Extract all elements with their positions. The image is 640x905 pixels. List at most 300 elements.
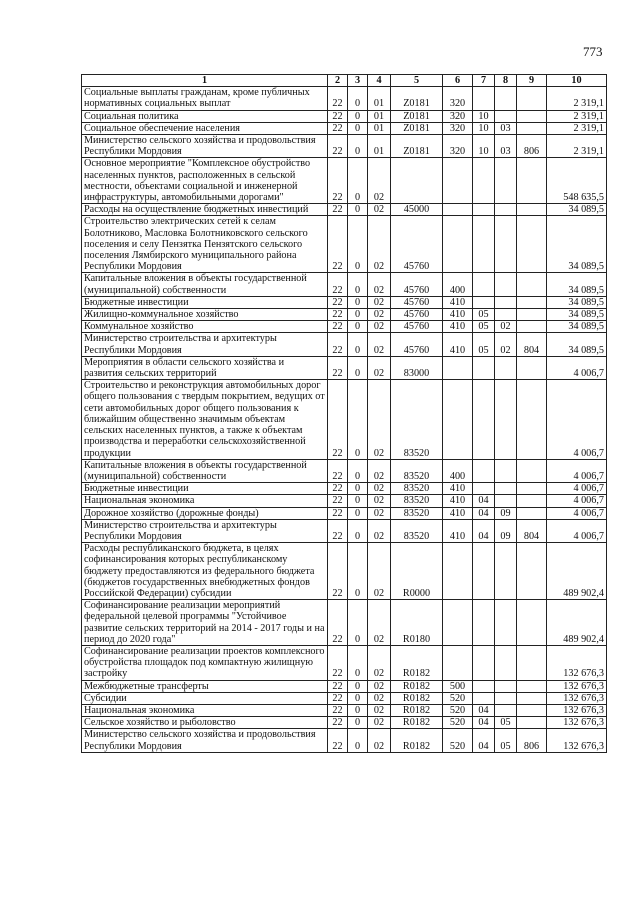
row-name: Министерство строительства и архитектуры Республики Мордовия (82, 333, 328, 356)
cell-col2: 22 (328, 204, 348, 216)
cell-col7 (473, 87, 495, 110)
cell-amount: 132 676,3 (547, 645, 607, 680)
cell-col4: 01 (368, 110, 391, 122)
row-name: Социальные выплаты гражданам, кроме публичных нормативных социальных выплат (82, 87, 328, 110)
cell-amount: 34 089,5 (547, 204, 607, 216)
cell-col6: 410 (443, 507, 473, 519)
cell-col7 (473, 356, 495, 379)
cell-col5: R0182 (391, 704, 443, 716)
cell-col7: 05 (473, 309, 495, 321)
cell-col7 (473, 459, 495, 482)
cell-col2: 22 (328, 158, 348, 204)
cell-col8 (495, 204, 517, 216)
cell-col2: 22 (328, 309, 348, 321)
cell-col5: Z0181 (391, 135, 443, 158)
cell-col6 (443, 600, 473, 646)
cell-col2: 22 (328, 321, 348, 333)
cell-col7: 10 (473, 122, 495, 134)
table-row (82, 717, 607, 729)
row-name: Софинансирование реализации проектов комплексного обустройства площадок под компактную жилищную застройку (82, 645, 328, 680)
table-row (82, 296, 607, 308)
cell-col5: 83000 (391, 356, 443, 379)
cell-col6: 410 (443, 483, 473, 495)
cell-amount: 489 902,4 (547, 600, 607, 646)
column-header: 5 (391, 75, 443, 87)
cell-col2: 22 (328, 135, 348, 158)
cell-col3: 0 (348, 110, 368, 122)
cell-col5: 45760 (391, 333, 443, 356)
cell-col3: 0 (348, 204, 368, 216)
table-row (82, 543, 607, 600)
cell-col9 (517, 87, 547, 110)
cell-amount: 132 676,3 (547, 680, 607, 692)
cell-col2: 22 (328, 600, 348, 646)
cell-col2: 22 (328, 729, 348, 752)
cell-col3: 0 (348, 507, 368, 519)
cell-col4: 01 (368, 122, 391, 134)
cell-col6: 320 (443, 110, 473, 122)
cell-col9 (517, 645, 547, 680)
row-name: Жилищно-коммунальное хозяйство (82, 309, 328, 321)
cell-col7 (473, 600, 495, 646)
row-name: Расходы на осуществление бюджетных инвестиций (82, 204, 328, 216)
cell-col3: 0 (348, 296, 368, 308)
row-name: Расходы республиканского бюджета, в целях софинансирования которых республиканскому бюджету предоставляются из федерального бюджета (бюджетов государственных внебюджетных фондов Российской Федерации) субсидии (82, 543, 328, 600)
cell-amount: 34 089,5 (547, 216, 607, 273)
cell-col7: 04 (473, 495, 495, 507)
table-row (82, 158, 607, 204)
cell-col7 (473, 543, 495, 600)
cell-col3: 0 (348, 122, 368, 134)
cell-col6 (443, 356, 473, 379)
cell-col8 (495, 600, 517, 646)
table-row (82, 495, 607, 507)
column-header: 8 (495, 75, 517, 87)
cell-col7 (473, 692, 495, 704)
cell-col6: 320 (443, 135, 473, 158)
cell-col5: 45760 (391, 296, 443, 308)
cell-col2: 22 (328, 273, 348, 296)
cell-col9 (517, 692, 547, 704)
cell-amount: 2 319,1 (547, 110, 607, 122)
cell-amount: 34 089,5 (547, 273, 607, 296)
cell-amount: 2 319,1 (547, 122, 607, 134)
column-header: 6 (443, 75, 473, 87)
cell-col9 (517, 204, 547, 216)
cell-col3: 0 (348, 717, 368, 729)
cell-col4: 02 (368, 459, 391, 482)
row-name: Строительство электрических сетей к селам Болотниково, Масловка Болотниковского сельского поселения и селу Пензятка Пензятского сельского поселения Лямбирского муниципального района Республики Мордовия (82, 216, 328, 273)
cell-col5: 83520 (391, 459, 443, 482)
page-number: 773 (583, 44, 603, 59)
cell-col8 (495, 216, 517, 273)
cell-col7 (473, 483, 495, 495)
cell-col4: 02 (368, 729, 391, 752)
cell-col4: 02 (368, 483, 391, 495)
cell-col8 (495, 87, 517, 110)
cell-col7 (473, 645, 495, 680)
cell-col7 (473, 380, 495, 459)
cell-col2: 22 (328, 507, 348, 519)
cell-col5: 83520 (391, 495, 443, 507)
cell-col6: 520 (443, 717, 473, 729)
row-name: Строительство и реконструкция автомобильных дорог общего пользования с твердым покрытием, ведущих от сети автомобильных дорог общего пользования к ближайшим общественно значимым объектам сельских населенных пунктов, а также к объектам производства и переработки сельскохозяйственной продукции (82, 380, 328, 459)
cell-col8: 02 (495, 333, 517, 356)
cell-col5: 45000 (391, 204, 443, 216)
row-name: Министерство строительства и архитектуры Республики Мордовия (82, 519, 328, 542)
cell-col6: 410 (443, 519, 473, 542)
cell-col8 (495, 273, 517, 296)
cell-col9 (517, 600, 547, 646)
cell-col5: R0182 (391, 729, 443, 752)
cell-col9 (517, 380, 547, 459)
column-header: 3 (348, 75, 368, 87)
cell-amount: 489 902,4 (547, 543, 607, 600)
cell-col6: 520 (443, 704, 473, 716)
column-header: 1 (82, 75, 328, 87)
cell-col9 (517, 309, 547, 321)
cell-col9 (517, 158, 547, 204)
row-name: Социальное обеспечение населения (82, 122, 328, 134)
row-name: Министерство сельского хозяйства и продовольствия Республики Мордовия (82, 135, 328, 158)
cell-col2: 22 (328, 645, 348, 680)
table-row (82, 122, 607, 134)
cell-col6 (443, 216, 473, 273)
table-row (82, 135, 607, 158)
cell-col4: 02 (368, 680, 391, 692)
cell-col2: 22 (328, 296, 348, 308)
cell-col6 (443, 543, 473, 600)
cell-amount: 132 676,3 (547, 729, 607, 752)
cell-amount: 4 006,7 (547, 459, 607, 482)
cell-col5: R0182 (391, 717, 443, 729)
cell-col3: 0 (348, 380, 368, 459)
cell-col7: 04 (473, 717, 495, 729)
row-name: Основное мероприятие "Комплексное обустройство населенных пунктов, расположенных в сельской местности, объектами социальной и инженерной инфраструктуры, автомобильными дорогами" (82, 158, 328, 204)
cell-col5: R0182 (391, 692, 443, 704)
row-name: Капитальные вложения в объекты государственной (муниципальной) собственности (82, 273, 328, 296)
cell-col6 (443, 380, 473, 459)
cell-col4: 02 (368, 495, 391, 507)
cell-col6: 520 (443, 729, 473, 752)
cell-col9 (517, 110, 547, 122)
cell-col4: 02 (368, 692, 391, 704)
cell-amount: 548 635,5 (547, 158, 607, 204)
cell-amount: 4 006,7 (547, 507, 607, 519)
cell-col9 (517, 296, 547, 308)
cell-col9 (517, 680, 547, 692)
cell-col9 (517, 543, 547, 600)
cell-col4: 01 (368, 135, 391, 158)
table-row (82, 216, 607, 273)
cell-col8 (495, 483, 517, 495)
table-row (82, 507, 607, 519)
cell-col8 (495, 459, 517, 482)
cell-col4: 01 (368, 87, 391, 110)
cell-col8 (495, 704, 517, 716)
cell-col2: 22 (328, 459, 348, 482)
cell-amount: 34 089,5 (547, 333, 607, 356)
cell-col5: R0182 (391, 645, 443, 680)
cell-col2: 22 (328, 110, 348, 122)
column-header: 10 (547, 75, 607, 87)
cell-col7 (473, 680, 495, 692)
cell-col2: 22 (328, 704, 348, 716)
cell-col6 (443, 158, 473, 204)
cell-col6: 410 (443, 495, 473, 507)
cell-col4: 02 (368, 519, 391, 542)
cell-col6: 500 (443, 680, 473, 692)
cell-col9 (517, 483, 547, 495)
table-row (82, 483, 607, 495)
cell-amount: 4 006,7 (547, 356, 607, 379)
budget-table (81, 74, 607, 753)
cell-col7: 10 (473, 135, 495, 158)
cell-col4: 02 (368, 273, 391, 296)
row-name: Национальная экономика (82, 704, 328, 716)
cell-col5: R0180 (391, 600, 443, 646)
cell-col5 (391, 158, 443, 204)
cell-amount: 34 089,5 (547, 321, 607, 333)
cell-col3: 0 (348, 704, 368, 716)
cell-col7: 04 (473, 729, 495, 752)
cell-col2: 22 (328, 495, 348, 507)
cell-col2: 22 (328, 543, 348, 600)
cell-col6: 400 (443, 273, 473, 296)
cell-col5: 45760 (391, 309, 443, 321)
cell-col3: 0 (348, 356, 368, 379)
cell-col9: 804 (517, 519, 547, 542)
table-body (82, 87, 607, 753)
cell-col5: Z0181 (391, 122, 443, 134)
row-name: Капитальные вложения в объекты государственной (муниципальной) собственности (82, 459, 328, 482)
cell-col5: 45760 (391, 273, 443, 296)
cell-amount: 132 676,3 (547, 717, 607, 729)
table-row (82, 110, 607, 122)
cell-col2: 22 (328, 333, 348, 356)
cell-amount: 34 089,5 (547, 296, 607, 308)
cell-col6: 410 (443, 296, 473, 308)
cell-col5: Z0181 (391, 87, 443, 110)
row-name: Национальная экономика (82, 495, 328, 507)
cell-col3: 0 (348, 680, 368, 692)
cell-col6: 520 (443, 692, 473, 704)
cell-amount: 4 006,7 (547, 519, 607, 542)
table-row (82, 692, 607, 704)
cell-col7: 05 (473, 333, 495, 356)
cell-col5: Z0181 (391, 110, 443, 122)
cell-col3: 0 (348, 543, 368, 600)
cell-col8 (495, 356, 517, 379)
cell-col7: 05 (473, 321, 495, 333)
column-header: 2 (328, 75, 348, 87)
row-name: Сельское хозяйство и рыболовство (82, 717, 328, 729)
cell-amount: 2 319,1 (547, 135, 607, 158)
row-name: Министерство сельского хозяйства и продовольствия Республики Мордовия (82, 729, 328, 752)
cell-col9 (517, 459, 547, 482)
cell-col4: 02 (368, 216, 391, 273)
cell-col3: 0 (348, 309, 368, 321)
cell-col9 (517, 273, 547, 296)
cell-col3: 0 (348, 645, 368, 680)
cell-col6: 410 (443, 333, 473, 356)
cell-col9 (517, 356, 547, 379)
cell-col7: 04 (473, 704, 495, 716)
cell-col8 (495, 543, 517, 600)
cell-col7 (473, 158, 495, 204)
column-header: 9 (517, 75, 547, 87)
cell-col2: 22 (328, 122, 348, 134)
cell-col7 (473, 273, 495, 296)
cell-col2: 22 (328, 519, 348, 542)
cell-col6 (443, 645, 473, 680)
cell-col6 (443, 204, 473, 216)
cell-amount: 4 006,7 (547, 483, 607, 495)
table-row (82, 87, 607, 110)
cell-col3: 0 (348, 135, 368, 158)
cell-col5: R0182 (391, 680, 443, 692)
table-row (82, 309, 607, 321)
cell-col7: 04 (473, 519, 495, 542)
cell-col9: 806 (517, 135, 547, 158)
cell-col4: 02 (368, 296, 391, 308)
cell-col8: 05 (495, 717, 517, 729)
cell-amount: 2 319,1 (547, 87, 607, 110)
row-name: Межбюджетные трансферты (82, 680, 328, 692)
cell-col4: 02 (368, 204, 391, 216)
table-row (82, 459, 607, 482)
cell-col6: 400 (443, 459, 473, 482)
cell-col6: 320 (443, 87, 473, 110)
cell-col5: R0000 (391, 543, 443, 600)
table-row (82, 600, 607, 646)
cell-col4: 02 (368, 321, 391, 333)
row-name: Социальная политика (82, 110, 328, 122)
cell-col7: 10 (473, 110, 495, 122)
cell-col5: 45760 (391, 216, 443, 273)
cell-col4: 02 (368, 158, 391, 204)
cell-col7 (473, 216, 495, 273)
cell-col2: 22 (328, 680, 348, 692)
cell-col4: 02 (368, 380, 391, 459)
cell-col2: 22 (328, 356, 348, 379)
cell-col9 (517, 321, 547, 333)
cell-amount: 132 676,3 (547, 704, 607, 716)
cell-col3: 0 (348, 459, 368, 482)
table-row (82, 704, 607, 716)
cell-col3: 0 (348, 273, 368, 296)
cell-amount: 4 006,7 (547, 380, 607, 459)
table-row (82, 273, 607, 296)
cell-col9 (517, 717, 547, 729)
cell-col2: 22 (328, 380, 348, 459)
cell-col9 (517, 495, 547, 507)
row-name: Дорожное хозяйство (дорожные фонды) (82, 507, 328, 519)
row-name: Коммунальное хозяйство (82, 321, 328, 333)
cell-col4: 02 (368, 507, 391, 519)
cell-col3: 0 (348, 333, 368, 356)
cell-col8 (495, 692, 517, 704)
cell-col3: 0 (348, 692, 368, 704)
cell-col2: 22 (328, 483, 348, 495)
cell-col4: 02 (368, 717, 391, 729)
cell-col4: 02 (368, 704, 391, 716)
cell-col8 (495, 309, 517, 321)
cell-col8 (495, 680, 517, 692)
cell-col3: 0 (348, 519, 368, 542)
cell-col4: 02 (368, 600, 391, 646)
table-row (82, 321, 607, 333)
cell-col5: 83520 (391, 380, 443, 459)
cell-col5: 83520 (391, 507, 443, 519)
cell-col4: 02 (368, 543, 391, 600)
cell-col9 (517, 704, 547, 716)
row-name: Софинансирование реализации мероприятий федеральной целевой программы "Устойчивое развитие сельских территорий на 2014 - 2017 годы и на период до 2020 года" (82, 600, 328, 646)
cell-col8: 03 (495, 135, 517, 158)
row-name: Мероприятия в области сельского хозяйства и развития сельских территорий (82, 356, 328, 379)
row-name: Субсидии (82, 692, 328, 704)
cell-col3: 0 (348, 483, 368, 495)
cell-col6: 410 (443, 321, 473, 333)
cell-col3: 0 (348, 216, 368, 273)
cell-col7 (473, 204, 495, 216)
table-row (82, 204, 607, 216)
table-row (82, 333, 607, 356)
table-row (82, 356, 607, 379)
cell-col8 (495, 296, 517, 308)
cell-col3: 0 (348, 87, 368, 110)
cell-col4: 02 (368, 333, 391, 356)
cell-col3: 0 (348, 600, 368, 646)
cell-col8: 02 (495, 321, 517, 333)
table-row (82, 519, 607, 542)
row-name: Бюджетные инвестиции (82, 296, 328, 308)
cell-col4: 02 (368, 356, 391, 379)
cell-col5: 45760 (391, 321, 443, 333)
cell-col5: 83520 (391, 519, 443, 542)
cell-col8 (495, 645, 517, 680)
cell-col4: 02 (368, 645, 391, 680)
cell-col6: 410 (443, 309, 473, 321)
cell-col2: 22 (328, 692, 348, 704)
cell-col8: 05 (495, 729, 517, 752)
table-row (82, 729, 607, 752)
cell-col3: 0 (348, 729, 368, 752)
cell-col9: 804 (517, 333, 547, 356)
cell-col8 (495, 495, 517, 507)
cell-col2: 22 (328, 717, 348, 729)
cell-col8: 03 (495, 122, 517, 134)
cell-amount: 4 006,7 (547, 495, 607, 507)
cell-col4: 02 (368, 309, 391, 321)
cell-col8: 09 (495, 519, 517, 542)
cell-col5: 83520 (391, 483, 443, 495)
cell-col9 (517, 216, 547, 273)
cell-col6: 320 (443, 122, 473, 134)
table-row (82, 680, 607, 692)
cell-col8 (495, 158, 517, 204)
cell-col9 (517, 507, 547, 519)
cell-col8 (495, 380, 517, 459)
table-row (82, 380, 607, 459)
cell-col3: 0 (348, 158, 368, 204)
cell-col8 (495, 110, 517, 122)
column-header: 4 (368, 75, 391, 87)
cell-col3: 0 (348, 495, 368, 507)
table-row (82, 645, 607, 680)
cell-amount: 132 676,3 (547, 692, 607, 704)
cell-col2: 22 (328, 216, 348, 273)
